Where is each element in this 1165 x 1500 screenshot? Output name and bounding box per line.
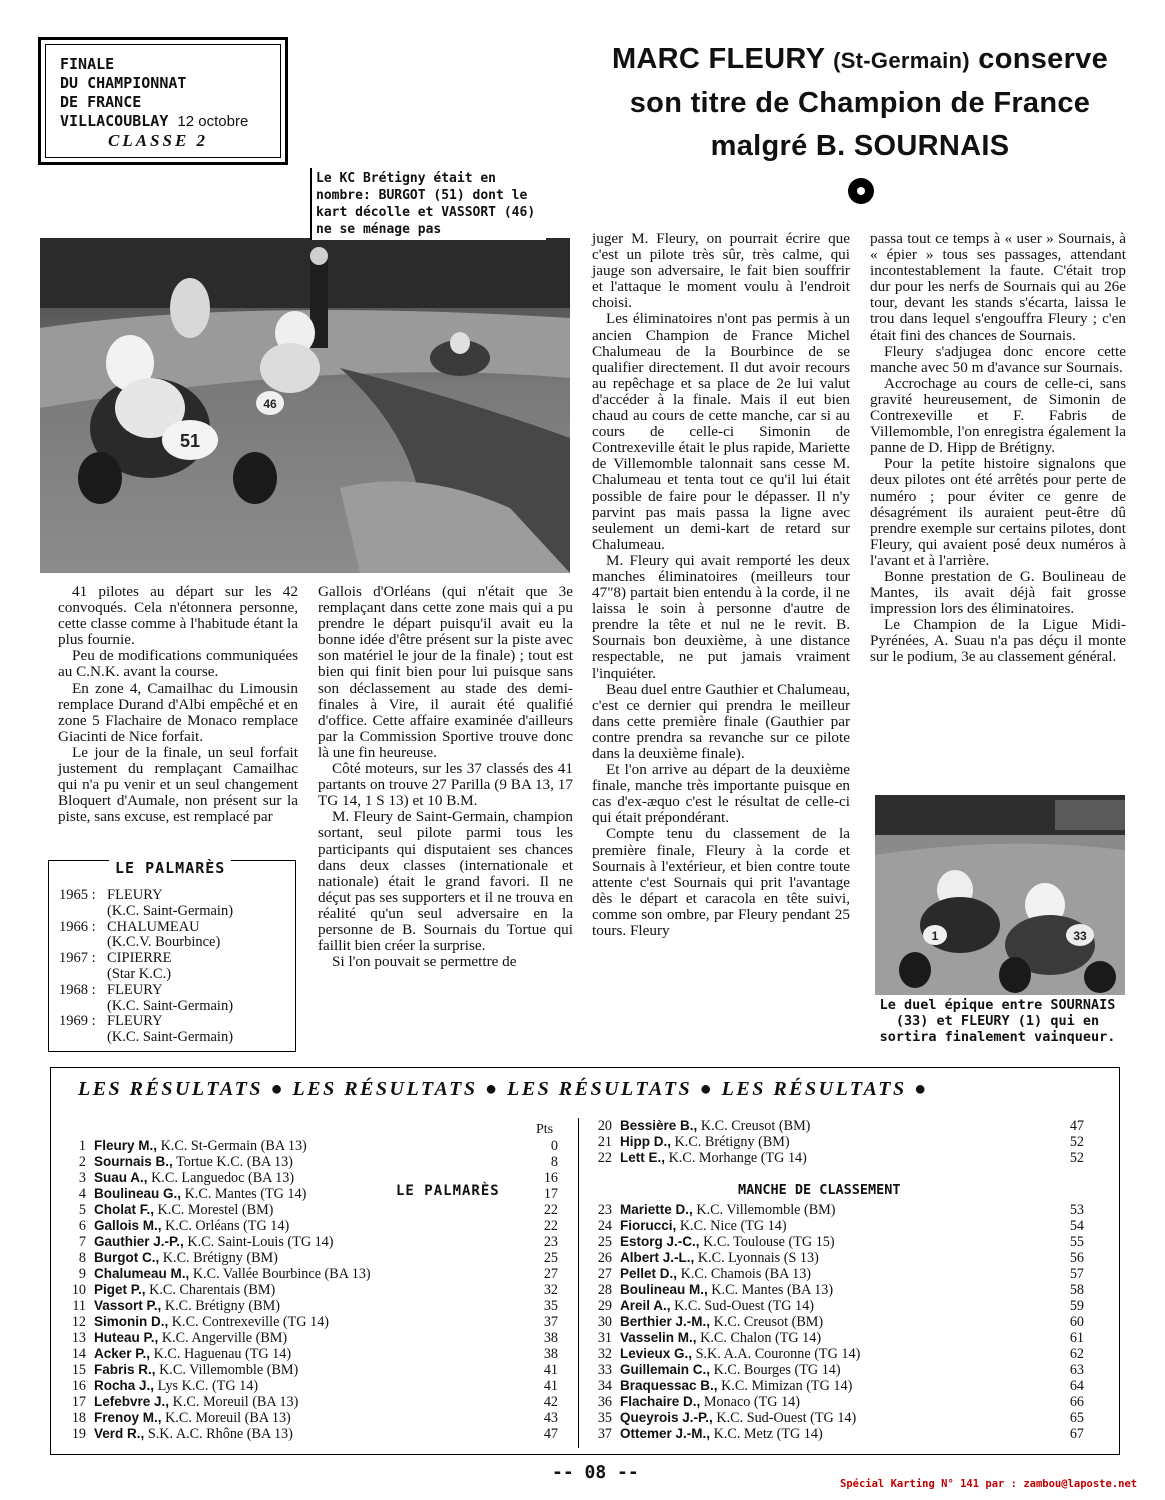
result-driver-name: Gallois M., [94, 1218, 162, 1233]
result-driver [94, 1186, 528, 1202]
result-points: 63 [1069, 1362, 1084, 1378]
headline-club: (St-Germain) [833, 48, 970, 73]
result-driver-name: Rocha J., [94, 1378, 155, 1393]
result-club: K.C. Mantes (BA 13) [711, 1282, 834, 1298]
result-row [58, 1202, 558, 1218]
result-points: 22 [543, 1202, 558, 1218]
result-rank: 34 [597, 1378, 612, 1394]
result-driver [620, 1410, 1054, 1426]
result-rank: 21 [597, 1134, 612, 1150]
result-rank: 13 [71, 1330, 86, 1346]
headline-line-1 [580, 38, 1140, 82]
result-driver [620, 1150, 1054, 1166]
result-rank: 18 [71, 1410, 86, 1426]
kart-number-46: 46 [263, 397, 277, 411]
result-driver-name: Boulineau M., [620, 1282, 708, 1297]
result-club: K.C. Sud-Ouest (TG 14) [716, 1410, 857, 1426]
results-list-right-bottom [584, 1202, 1084, 1442]
result-rank: 37 [597, 1426, 612, 1442]
result-club: K.C. Saint-Louis (TG 14) [187, 1234, 334, 1250]
result-points: 43 [543, 1410, 558, 1426]
result-club: K.C. Creusot (BM) [700, 1118, 811, 1134]
result-driver-name: Queyrois J.-P., [620, 1410, 713, 1425]
result-club: K.C. Morestel (BM) [157, 1202, 274, 1218]
result-points: 37 [543, 1314, 558, 1330]
result-row [58, 1282, 558, 1298]
result-driver-name: Flachaire D., [620, 1394, 701, 1409]
paragraph: M. Fleury qui avait remporté les deux manches éliminatoires (meilleurs tour 47"8) partait bien entendu à la corde, il ne laissa le soin à personne d'autre de prendre la tête et nul ne le revit. B. Sournais bon deuxième, à une distance respectable, ne put jamais vraiment l'inquiéter. [592, 551, 850, 682]
result-row [584, 1314, 1084, 1330]
result-points: 56 [1069, 1250, 1084, 1266]
result-rank: 3 [78, 1170, 86, 1186]
result-row [584, 1250, 1084, 1266]
headline-name: MARC FLEURY [611, 43, 825, 75]
result-rank: 26 [597, 1250, 612, 1266]
result-row [58, 1234, 558, 1250]
result-driver-name: Bessière B., [620, 1118, 698, 1133]
result-driver-name: Sournais B., [94, 1154, 173, 1169]
result-driver [94, 1298, 528, 1314]
result-points: 35 [543, 1298, 558, 1314]
paragraph: Fleury s'adjugea donc encore cette manche avec 50 m d'avance sur Sournais. [870, 342, 1126, 376]
result-driver-name: Burgot C., [94, 1250, 160, 1265]
result-club: K.C. Chalon (TG 14) [700, 1330, 822, 1346]
result-points: 38 [543, 1346, 558, 1362]
result-points: 59 [1069, 1298, 1084, 1314]
result-driver-name: Fiorucci, [620, 1218, 677, 1233]
result-rank: 7 [78, 1234, 86, 1250]
result-driver-name: Mariette D., [620, 1202, 693, 1217]
kart-number-1: 1 [931, 929, 939, 943]
palmares-entry: 1969 : FLEURY (K.C. Saint-Germain) [59, 1013, 234, 1046]
result-driver-name: Chalumeau M., [94, 1266, 190, 1281]
result-driver-name: Frenoy M., [94, 1410, 162, 1425]
result-driver [94, 1234, 528, 1250]
results-banner: LES RÉSULTATS ● LES RÉSULTATS ● LES RÉSULTATS ● LES RÉSULTATS ● [78, 1078, 929, 1100]
result-row [584, 1394, 1084, 1410]
headline-verb: conserve [978, 43, 1109, 75]
result-rank: 30 [597, 1314, 612, 1330]
result-driver-name: Berthier J.-M., [620, 1314, 711, 1329]
result-driver [94, 1346, 528, 1362]
result-row [58, 1346, 558, 1362]
result-driver-name: Piget P., [94, 1282, 146, 1297]
points-header: Pts [536, 1122, 554, 1137]
result-club: K.C. Chamois (BA 13) [680, 1266, 812, 1282]
result-driver-name: Lefebvre J., [94, 1394, 170, 1409]
paragraph: Accrochage au cours de celle-ci, sans gravité heureusement, de Simonin de Contrexeville et F. Fabris de Villemomble, l'on enregistra également la panne de D. Hipp de Brétigny. [870, 374, 1126, 457]
result-row [58, 1138, 558, 1154]
header-line-3: DE FRANCE [60, 93, 142, 111]
paragraph: Pour la petite histoire signalons que deux pilotes ont été arrêtés pour perte de numéro ; pour éviter ce genre de désagrément ils auraient peut-être dû prendre exemple sur certains pilotes, dont Fleury, qui avaient posé deux numéros à l'avant et à l'arrière. [870, 455, 1126, 569]
paragraph: En zone 4, Camailhac du Limousin remplace Durand d'Albi empêché et en zone 5 Flachaire de Monaco remplace Giacinti de Nice forfait. [58, 679, 298, 745]
result-points: 25 [543, 1250, 558, 1266]
result-points: 47 [543, 1426, 558, 1442]
result-driver [620, 1134, 1054, 1150]
result-driver-name: Simonin D., [94, 1314, 169, 1329]
result-driver [94, 1218, 528, 1234]
result-club: K.C. Brétigny (BM) [162, 1250, 278, 1266]
result-driver-name: Lett E., [620, 1150, 666, 1165]
palmares-entry: 1967 : CIPIERRE (Star K.C.) [59, 950, 172, 982]
result-club: K.C. Moreuil (BA 13) [165, 1410, 291, 1426]
result-points: 27 [543, 1266, 558, 1282]
result-row [584, 1266, 1084, 1282]
result-rank: 28 [597, 1282, 612, 1298]
result-row [584, 1362, 1084, 1378]
result-row [58, 1266, 558, 1282]
result-driver-name: Areil A., [620, 1298, 671, 1313]
result-row [58, 1218, 558, 1234]
result-club: K.C. Haguenau (TG 14) [153, 1346, 292, 1362]
result-rank: 23 [597, 1202, 612, 1218]
result-driver [94, 1314, 528, 1330]
result-driver-name: Fabris R., [94, 1362, 156, 1377]
result-row [58, 1362, 558, 1378]
result-row [584, 1118, 1084, 1134]
result-driver [620, 1118, 1054, 1134]
result-club: K.C. Bourges (TG 14) [713, 1362, 841, 1378]
result-driver-name: Suau A., [94, 1170, 148, 1185]
result-row [58, 1330, 558, 1346]
result-row [584, 1150, 1084, 1166]
result-driver-name: Albert J.-L., [620, 1250, 695, 1265]
result-rank: 27 [597, 1266, 612, 1282]
paragraph: Le jour de la finale, un seul forfait justement du remplaçant Camailhac qui n'a pu venir et un seul changement Bloquert d'Aumale, non présent sur la piste, sans excuse, est remplacé par [58, 743, 298, 826]
result-points: 57 [1069, 1266, 1084, 1282]
paragraph: Beau duel entre Gauthier et Chalumeau, c'est ce dernier qui prendra le meilleur dans cette première finale (Gauthier par contre prendra sa revanche sur ce pilote dans la deuxième finale). [592, 680, 850, 762]
headline-line-3: malgré B. SOURNAIS [710, 130, 1010, 162]
result-row [58, 1250, 558, 1266]
photo-caption-top: Le KC Brétigny était en nombre: BURGOT (51) dont le kart décolle et VASSORT (46) ne se ménage pas [310, 168, 546, 240]
paragraph: Les éliminatoires n'ont pas permis à un ancien Champion de France Michel Chalumeau de la Bourbince de se qualifier directement. Il dut avoir recours au repêchage et sa place de 2e lui valut d'accéder à la finale. Mais il eut bien chaud au cours de cette manche, car si au cours de celle-ci Simonin de Contrexeville était le plus rapide, Mariette de Villemomble talonnait sans cesse M. Chalumeau et tenta tout ce qu'il lui était possible de faire pour le dépasser. Il n'y parvint pas mais passa la ligne avec seulement un demi-kart de retard sur Chalumeau. [592, 310, 850, 553]
paragraph: juger M. Fleury, on pourrait écrire que c'est un pilote très sûr, très calme, qui jauge son adversaire, le fait bien souffrir et l'attaque le moment voulu à l'endroit choisi. [592, 230, 850, 312]
result-club: K.C. Metz (TG 14) [713, 1426, 823, 1442]
result-driver-name: Gauthier J.-P., [94, 1234, 184, 1249]
result-driver [620, 1394, 1054, 1410]
result-driver [620, 1282, 1054, 1298]
result-row [584, 1378, 1084, 1394]
result-points: 52 [1069, 1150, 1084, 1166]
page-number: -- 08 -- [552, 1462, 639, 1483]
result-points: 38 [543, 1330, 558, 1346]
result-driver-name: Vassort P., [94, 1298, 162, 1313]
paragraph: passa tout ce temps à « user » Sournais, à « épier » tous ses passages, attendant incontestablement la faute. C'était trop dur pour les nerfs de Sournais qui au 26e tour, devant les stands s'écarta, laissa le trou dans lequel s'engouffra Fleury ; c'en était fini des chances de Sournais. [870, 230, 1126, 344]
result-driver [620, 1218, 1054, 1234]
result-rank: 32 [597, 1346, 612, 1362]
result-points: 42 [543, 1394, 558, 1410]
result-driver [94, 1138, 528, 1154]
result-driver [620, 1250, 1054, 1266]
article-column-1 [58, 584, 298, 825]
results-palmares-label: LE PALMARÈS [396, 1183, 500, 1199]
result-driver [94, 1330, 528, 1346]
result-row [58, 1426, 558, 1442]
result-row [58, 1394, 558, 1410]
result-row [584, 1330, 1084, 1346]
result-driver [94, 1426, 528, 1442]
result-driver [620, 1346, 1054, 1362]
result-club: Tortue K.C. (BA 13) [176, 1154, 293, 1170]
result-points: 8 [550, 1154, 558, 1170]
result-driver [94, 1362, 528, 1378]
result-points: 55 [1069, 1234, 1084, 1250]
race-photo-duel [875, 795, 1125, 995]
result-points: 65 [1069, 1410, 1084, 1426]
result-row [584, 1218, 1084, 1234]
result-points: 64 [1069, 1378, 1084, 1394]
result-club: K.C. Nice (TG 14) [679, 1218, 787, 1234]
paragraph: Gallois d'Orléans (qui n'était que 3e remplaçant dans cette zone mais qui a pu prendre le départ puisqu'il avait eu la bonne idée d'être présent sur la piste avec son matériel le jour de la finale) ; tout est bien qui finit bien pour lui puisque sans son déclassement au stade des demi-finales à Vire, il aurait été qualifié d'office. Cette affaire examinée d'ailleurs par la Commission Sportive trouve donc là une fin heureuse. [318, 583, 573, 761]
result-rank: 31 [597, 1330, 612, 1346]
result-row [584, 1298, 1084, 1314]
result-driver-name: Estorg J.-C., [620, 1234, 700, 1249]
result-row [584, 1346, 1084, 1362]
result-points: 17 [543, 1186, 558, 1202]
result-driver-name: Fleury M., [94, 1138, 158, 1153]
palmares-title: LE PALMARÈS [109, 859, 231, 877]
result-driver [94, 1282, 528, 1298]
result-club: S.K. A.C. Rhône (BA 13) [147, 1426, 293, 1442]
result-club: K.C. Brétigny (BM) [164, 1298, 280, 1314]
result-rank: 24 [597, 1218, 612, 1234]
palmares-entry: 1965 : FLEURY (K.C. Saint-Germain) [59, 887, 234, 919]
result-driver [94, 1378, 528, 1394]
result-points: 60 [1069, 1314, 1084, 1330]
headline [580, 38, 1140, 168]
result-club: Monaco (TG 14) [703, 1394, 800, 1410]
article-column-2 [318, 584, 573, 970]
result-points: 61 [1069, 1330, 1084, 1346]
result-club: K.C. Contrexeville (TG 14) [171, 1314, 330, 1330]
event-info-box [38, 37, 288, 165]
result-points: 52 [1069, 1134, 1084, 1150]
result-club: K.C. Moreuil (BA 13) [172, 1394, 299, 1410]
result-points: 54 [1069, 1218, 1084, 1234]
result-club: K.C. Lyonnais (S 13) [697, 1250, 819, 1266]
result-club: K.C. Angerville (BM) [161, 1330, 288, 1346]
paragraph: Peu de modifications communiquées au C.N.K. avant la course. [58, 647, 298, 681]
result-club: K.C. Brétigny (BM) [674, 1134, 790, 1150]
race-photo-duel-illustration [875, 795, 1125, 995]
result-points: 47 [1069, 1118, 1084, 1134]
palmares-box [48, 860, 296, 1052]
manche-classement-label: MANCHE DE CLASSEMENT [738, 1182, 901, 1198]
result-club: K.C. Charentais (BM) [149, 1282, 276, 1298]
result-club: Lys K.C. (TG 14) [157, 1378, 259, 1394]
result-driver [620, 1362, 1054, 1378]
result-row [58, 1154, 558, 1170]
result-row [584, 1202, 1084, 1218]
result-rank: 6 [78, 1218, 86, 1234]
result-driver-name: Acker P., [94, 1346, 151, 1361]
result-driver [94, 1410, 528, 1426]
result-row [58, 1170, 558, 1186]
footer-credit: Spécial Karting N° 141 par : zambou@laposte.net [840, 1478, 1138, 1490]
result-club: K.C. Orléans (TG 14) [165, 1218, 290, 1234]
result-rank: 36 [597, 1394, 612, 1410]
palmares-entry: 1968 : FLEURY (K.C. Saint-Germain) [59, 981, 234, 1014]
result-club: K.C. Villemomble (BM) [159, 1362, 299, 1378]
kart-number-33: 33 [1073, 929, 1087, 943]
result-driver [620, 1202, 1054, 1218]
results-list-left [58, 1138, 558, 1442]
result-rank: 35 [597, 1410, 612, 1426]
result-driver-name: Cholat F., [94, 1202, 154, 1217]
result-rank: 29 [597, 1298, 612, 1314]
result-rank: 12 [71, 1314, 86, 1330]
result-driver-name: Vasselin M., [620, 1330, 697, 1345]
result-row [584, 1234, 1084, 1250]
result-driver-name: Guillemain C., [620, 1362, 711, 1377]
paragraph: Et l'on arrive au départ de la deuxième finale, manche très importante puisque en cas d'ex-æquo c'est le résultat de celle-ci qui était prépondérant. [592, 761, 850, 827]
result-rank: 2 [78, 1154, 86, 1170]
result-points: 41 [543, 1362, 558, 1378]
headline-line-2: son titre de Champion de France [629, 87, 1091, 119]
palmares-entry: 1966 : CHALUMEAU (K.C.V. Bourbince) [59, 918, 221, 951]
result-rank: 4 [78, 1186, 86, 1202]
article-column-4 [870, 231, 1126, 666]
result-driver-name: Boulineau G., [94, 1186, 182, 1201]
result-points: 41 [543, 1378, 558, 1394]
race-photo-top-illustration [40, 238, 570, 573]
result-driver [620, 1378, 1054, 1394]
result-points: 62 [1069, 1346, 1084, 1362]
result-driver-name: Braquessac B., [620, 1378, 718, 1393]
results-list-right-top [584, 1118, 1084, 1166]
results-divider [578, 1118, 579, 1448]
result-driver [94, 1170, 528, 1186]
bullet-dot-icon [848, 178, 874, 204]
paragraph: 41 pilotes au départ sur les 42 convoqués. Cela n'étonnera personne, cette classe comme à l'habitude étant la plus fournie. [58, 583, 298, 649]
result-driver [94, 1394, 528, 1410]
result-points: 32 [543, 1282, 558, 1298]
result-points: 67 [1069, 1426, 1084, 1442]
result-club: K.C. Sud-Ouest (TG 14) [674, 1298, 814, 1314]
result-row [58, 1298, 558, 1314]
result-rank: 8 [78, 1250, 86, 1266]
result-points: 53 [1069, 1202, 1084, 1218]
result-row [58, 1186, 558, 1202]
result-club: K.C. Toulouse (TG 15) [703, 1234, 835, 1250]
header-date: 12 octobre [177, 113, 249, 130]
result-driver [620, 1266, 1054, 1282]
header-line-2: DU CHAMPIONNAT [60, 74, 187, 92]
result-rank: 11 [72, 1298, 86, 1314]
paragraph: Côté moteurs, sur les 37 classés des 41 partants on trouve 27 Parilla (9 BA 13, 17 TG 14, 1 S 13) et 10 B.M. [318, 760, 573, 810]
result-row [584, 1410, 1084, 1426]
result-rank: 22 [597, 1150, 612, 1166]
result-driver-name: Pellet D., [620, 1266, 678, 1281]
result-club: K.C. Creusot (BM) [713, 1314, 824, 1330]
result-club: K.C. Languedoc (BA 13) [151, 1170, 295, 1186]
result-rank: 16 [71, 1378, 86, 1394]
result-points: 16 [543, 1170, 558, 1186]
result-driver-name: Ottemer J.-M., [620, 1426, 711, 1441]
result-rank: 19 [71, 1426, 86, 1442]
article-column-3 [592, 231, 850, 939]
result-club: K.C. Mantes (TG 14) [184, 1186, 307, 1202]
result-driver [620, 1298, 1054, 1314]
result-club: K.C. Vallée Bourbince (BA 13) [192, 1266, 371, 1282]
result-driver [94, 1154, 528, 1170]
result-club: S.K. A.A. Couronne (TG 14) [695, 1346, 861, 1362]
paragraph: Si l'on pouvait se permettre de [332, 953, 517, 971]
header-line-1: FINALE [60, 55, 115, 73]
result-row [58, 1410, 558, 1426]
result-rank: 9 [78, 1266, 86, 1282]
paragraph: M. Fleury de Saint-Germain, champion sortant, seul pilote parmi tous les participants qui disputaient ses chances dans deux classes (internationale et nationale) était le grand favori. Il ne déçut pas ses supporters et il ne trouva en réalité qu'un seul adversaire en la personne de B. Sournais du Tortue qui faillit bien créer la surprise. [318, 808, 573, 955]
result-driver [620, 1314, 1054, 1330]
result-row [58, 1314, 558, 1330]
result-rank: 14 [71, 1346, 86, 1362]
result-row [584, 1426, 1084, 1442]
header-classe: CLASSE 2 [108, 131, 209, 150]
paragraph: Le Champion de la Ligue Midi-Pyrénées, A. Suau n'a pas déçu il monte sur le podium, 3e au classement général. [870, 616, 1126, 666]
kart-number-51: 51 [179, 431, 201, 451]
result-rank: 15 [71, 1362, 86, 1378]
result-rank: 33 [597, 1362, 612, 1378]
result-club: K.C. Villemomble (BM) [696, 1202, 836, 1218]
result-driver [94, 1250, 528, 1266]
result-row [584, 1282, 1084, 1298]
result-driver-name: Verd R., [94, 1426, 145, 1441]
photo-caption-duel: Le duel épique entre SOURNAIS (33) et FLEURY (1) qui en sortira finalement vainqueur. [879, 997, 1116, 1045]
result-rank: 10 [71, 1282, 86, 1298]
result-rank: 25 [597, 1234, 612, 1250]
result-rank: 20 [597, 1118, 612, 1134]
paragraph: Bonne prestation de G. Boulineau de Mantes, ils avait déjà fait grosse impression lors des éliminatoires. [870, 567, 1126, 618]
result-points: 22 [543, 1218, 558, 1234]
result-rank: 17 [71, 1394, 86, 1410]
result-driver [94, 1266, 528, 1282]
result-driver [620, 1234, 1054, 1250]
paragraph: Compte tenu du classement de la première finale, Fleury à la corde et Sournais à l'extérieur, et bien contre toute attente c'est Sournais qui prit l'avantage dès le départ et caracola en tête suivi, comme son ombre, par Fleury pendant 25 tours. Fleury [592, 825, 850, 940]
result-row [584, 1134, 1084, 1150]
results-list-right [584, 1118, 1084, 1442]
header-venue: VILLACOUBLAY [60, 112, 169, 130]
result-driver-name: Hipp D., [620, 1134, 671, 1149]
result-driver [94, 1202, 528, 1218]
result-club: K.C. Mimizan (TG 14) [721, 1378, 853, 1394]
result-club: K.C. Morhange (TG 14) [668, 1150, 807, 1166]
result-row [58, 1378, 558, 1394]
result-points: 66 [1069, 1394, 1084, 1410]
result-driver [620, 1426, 1054, 1442]
result-driver-name: Huteau P., [94, 1330, 159, 1345]
result-driver-name: Levieux G., [620, 1346, 693, 1361]
race-photo-top [40, 238, 570, 573]
result-club: K.C. St-Germain (BA 13) [160, 1138, 307, 1154]
result-rank: 5 [78, 1202, 86, 1218]
result-rank: 1 [78, 1138, 86, 1154]
header-venue-line [60, 112, 280, 131]
result-points: 23 [543, 1234, 558, 1250]
result-points: 58 [1069, 1282, 1084, 1298]
result-driver [620, 1330, 1054, 1346]
result-points: 0 [550, 1138, 558, 1154]
